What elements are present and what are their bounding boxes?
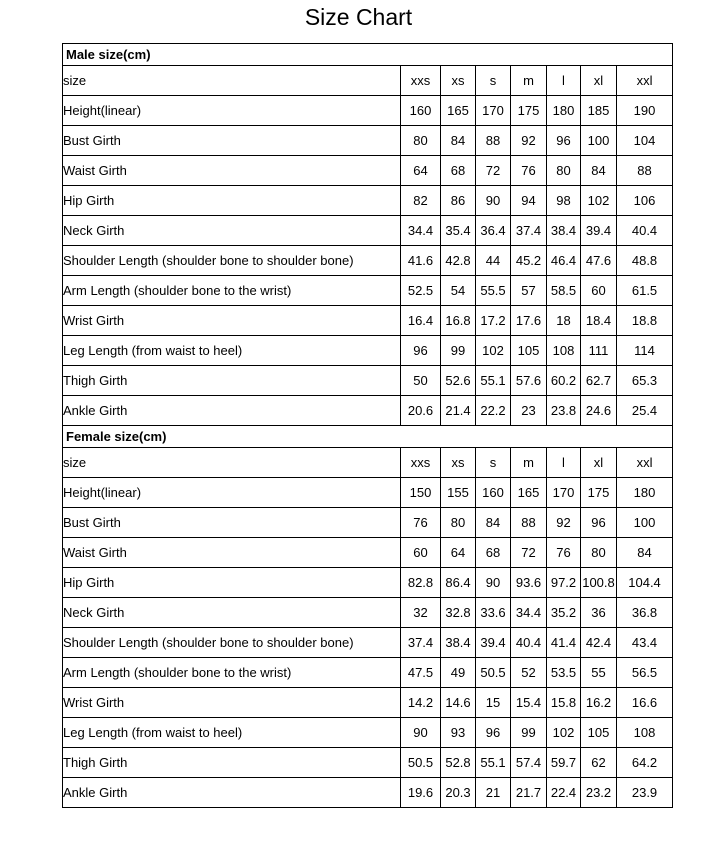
size-column-label: xxl (617, 448, 673, 478)
value-cell: 50 (401, 366, 441, 396)
value-cell: 102 (581, 186, 617, 216)
value-cell: 43.4 (617, 628, 673, 658)
value-cell: 21.7 (511, 778, 547, 808)
row-label: Shoulder Length (shoulder bone to shoulder bone) (63, 246, 401, 276)
value-cell: 50.5 (401, 748, 441, 778)
section-header-label: Female size(cm) (63, 426, 673, 448)
value-cell: 160 (401, 96, 441, 126)
value-cell: 64.2 (617, 748, 673, 778)
value-cell: 14.6 (441, 688, 476, 718)
value-cell: 108 (547, 336, 581, 366)
table-row (63, 628, 673, 658)
size-column-label: xxs (401, 448, 441, 478)
table-row (63, 778, 673, 808)
value-cell: 15.4 (511, 688, 547, 718)
value-cell: 22.4 (547, 778, 581, 808)
row-label: Neck Girth (63, 216, 401, 246)
value-cell: 58.5 (547, 276, 581, 306)
value-cell: 96 (581, 508, 617, 538)
value-cell: 98 (547, 186, 581, 216)
value-cell: 52.8 (441, 748, 476, 778)
value-cell: 93.6 (511, 568, 547, 598)
value-cell: 155 (441, 478, 476, 508)
size-column-label: s (476, 448, 511, 478)
value-cell: 21 (476, 778, 511, 808)
value-cell: 46.4 (547, 246, 581, 276)
row-label: Arm Length (shoulder bone to the wrist) (63, 658, 401, 688)
value-cell: 64 (441, 538, 476, 568)
value-cell: 94 (511, 186, 547, 216)
value-cell: 40.4 (511, 628, 547, 658)
value-cell: 80 (401, 126, 441, 156)
value-cell: 55 (581, 658, 617, 688)
size-header-row (63, 448, 673, 478)
row-label: Height(linear) (63, 478, 401, 508)
value-cell: 76 (511, 156, 547, 186)
value-cell: 62 (581, 748, 617, 778)
value-cell: 21.4 (441, 396, 476, 426)
size-column-label: m (511, 66, 547, 96)
value-cell: 72 (476, 156, 511, 186)
value-cell: 84 (617, 538, 673, 568)
value-cell: 45.2 (511, 246, 547, 276)
value-cell: 37.4 (401, 628, 441, 658)
value-cell: 170 (547, 478, 581, 508)
value-cell: 76 (401, 508, 441, 538)
value-cell: 49 (441, 658, 476, 688)
value-cell: 106 (617, 186, 673, 216)
value-cell: 40.4 (617, 216, 673, 246)
value-cell: 42.4 (581, 628, 617, 658)
table-row (63, 306, 673, 336)
value-cell: 80 (547, 156, 581, 186)
value-cell: 50.5 (476, 658, 511, 688)
value-cell: 52.5 (401, 276, 441, 306)
table-row (63, 718, 673, 748)
value-cell: 185 (581, 96, 617, 126)
value-cell: 76 (547, 538, 581, 568)
value-cell: 38.4 (547, 216, 581, 246)
value-cell: 68 (441, 156, 476, 186)
row-label: Arm Length (shoulder bone to the wrist) (63, 276, 401, 306)
table-row (63, 96, 673, 126)
value-cell: 22.2 (476, 396, 511, 426)
value-cell: 41.6 (401, 246, 441, 276)
size-chart-table (62, 43, 673, 808)
size-row-label: size (63, 448, 401, 478)
value-cell: 53.5 (547, 658, 581, 688)
table-row (63, 478, 673, 508)
value-cell: 32 (401, 598, 441, 628)
value-cell: 16.8 (441, 306, 476, 336)
row-label: Ankle Girth (63, 778, 401, 808)
value-cell: 25.4 (617, 396, 673, 426)
size-header-row (63, 66, 673, 96)
value-cell: 111 (581, 336, 617, 366)
value-cell: 96 (476, 718, 511, 748)
value-cell: 86.4 (441, 568, 476, 598)
size-column-label: l (547, 448, 581, 478)
value-cell: 88 (511, 508, 547, 538)
value-cell: 18.8 (617, 306, 673, 336)
size-column-label: xl (581, 66, 617, 96)
row-label: Leg Length (from waist to heel) (63, 336, 401, 366)
value-cell: 90 (401, 718, 441, 748)
value-cell: 14.2 (401, 688, 441, 718)
value-cell: 36.4 (476, 216, 511, 246)
value-cell: 17.2 (476, 306, 511, 336)
size-column-label: s (476, 66, 511, 96)
value-cell: 160 (476, 478, 511, 508)
value-cell: 60 (401, 538, 441, 568)
row-label: Thigh Girth (63, 748, 401, 778)
row-label: Bust Girth (63, 126, 401, 156)
value-cell: 105 (581, 718, 617, 748)
value-cell: 52.6 (441, 366, 476, 396)
value-cell: 65.3 (617, 366, 673, 396)
size-row-label: size (63, 66, 401, 96)
table-row (63, 396, 673, 426)
value-cell: 23.8 (547, 396, 581, 426)
table-row (63, 568, 673, 598)
value-cell: 180 (617, 478, 673, 508)
row-label: Hip Girth (63, 186, 401, 216)
value-cell: 62.7 (581, 366, 617, 396)
value-cell: 92 (511, 126, 547, 156)
size-column-label: xl (581, 448, 617, 478)
value-cell: 57 (511, 276, 547, 306)
value-cell: 41.4 (547, 628, 581, 658)
size-column-label: l (547, 66, 581, 96)
value-cell: 18.4 (581, 306, 617, 336)
value-cell: 114 (617, 336, 673, 366)
value-cell: 16.6 (617, 688, 673, 718)
table-row (63, 688, 673, 718)
value-cell: 44 (476, 246, 511, 276)
value-cell: 90 (476, 568, 511, 598)
value-cell: 17.6 (511, 306, 547, 336)
table-row (63, 366, 673, 396)
value-cell: 175 (581, 478, 617, 508)
value-cell: 55.5 (476, 276, 511, 306)
table-row (63, 748, 673, 778)
value-cell: 55.1 (476, 366, 511, 396)
value-cell: 150 (401, 478, 441, 508)
row-label: Waist Girth (63, 156, 401, 186)
size-chart-body (63, 44, 673, 808)
value-cell: 180 (547, 96, 581, 126)
value-cell: 55.1 (476, 748, 511, 778)
value-cell: 100 (581, 126, 617, 156)
value-cell: 88 (617, 156, 673, 186)
value-cell: 15 (476, 688, 511, 718)
value-cell: 86 (441, 186, 476, 216)
value-cell: 190 (617, 96, 673, 126)
value-cell: 68 (476, 538, 511, 568)
value-cell: 42.8 (441, 246, 476, 276)
value-cell: 34.4 (511, 598, 547, 628)
table-row (63, 156, 673, 186)
value-cell: 15.8 (547, 688, 581, 718)
value-cell: 19.6 (401, 778, 441, 808)
value-cell: 18 (547, 306, 581, 336)
value-cell: 80 (581, 538, 617, 568)
value-cell: 57.6 (511, 366, 547, 396)
value-cell: 37.4 (511, 216, 547, 246)
row-label: Neck Girth (63, 598, 401, 628)
value-cell: 165 (511, 478, 547, 508)
value-cell: 20.6 (401, 396, 441, 426)
size-column-label: m (511, 448, 547, 478)
size-column-label: xxs (401, 66, 441, 96)
row-label: Wrist Girth (63, 688, 401, 718)
value-cell: 35.2 (547, 598, 581, 628)
value-cell: 88 (476, 126, 511, 156)
value-cell: 84 (441, 126, 476, 156)
value-cell: 32.8 (441, 598, 476, 628)
value-cell: 33.6 (476, 598, 511, 628)
value-cell: 48.8 (617, 246, 673, 276)
value-cell: 99 (511, 718, 547, 748)
value-cell: 108 (617, 718, 673, 748)
value-cell: 100 (617, 508, 673, 538)
row-label: Bust Girth (63, 508, 401, 538)
row-label: Waist Girth (63, 538, 401, 568)
value-cell: 60 (581, 276, 617, 306)
value-cell: 59.7 (547, 748, 581, 778)
table-row (63, 246, 673, 276)
table-row (63, 336, 673, 366)
row-label: Leg Length (from waist to heel) (63, 718, 401, 748)
value-cell: 64 (401, 156, 441, 186)
value-cell: 105 (511, 336, 547, 366)
value-cell: 23.9 (617, 778, 673, 808)
value-cell: 170 (476, 96, 511, 126)
row-label: Height(linear) (63, 96, 401, 126)
value-cell: 102 (476, 336, 511, 366)
value-cell: 60.2 (547, 366, 581, 396)
value-cell: 175 (511, 96, 547, 126)
value-cell: 82 (401, 186, 441, 216)
section-header-label: Male size(cm) (63, 44, 673, 66)
row-label: Wrist Girth (63, 306, 401, 336)
value-cell: 84 (581, 156, 617, 186)
value-cell: 104 (617, 126, 673, 156)
value-cell: 20.3 (441, 778, 476, 808)
size-column-label: xs (441, 448, 476, 478)
value-cell: 47.5 (401, 658, 441, 688)
row-label: Ankle Girth (63, 396, 401, 426)
value-cell: 100.8 (581, 568, 617, 598)
table-row (63, 276, 673, 306)
value-cell: 16.2 (581, 688, 617, 718)
value-cell: 39.4 (476, 628, 511, 658)
table-row (63, 598, 673, 628)
value-cell: 38.4 (441, 628, 476, 658)
value-cell: 165 (441, 96, 476, 126)
value-cell: 97.2 (547, 568, 581, 598)
section-header-row (63, 44, 673, 66)
value-cell: 36.8 (617, 598, 673, 628)
value-cell: 24.6 (581, 396, 617, 426)
value-cell: 84 (476, 508, 511, 538)
value-cell: 104.4 (617, 568, 673, 598)
value-cell: 102 (547, 718, 581, 748)
value-cell: 23 (511, 396, 547, 426)
table-row (63, 508, 673, 538)
table-row (63, 216, 673, 246)
row-label: Hip Girth (63, 568, 401, 598)
size-column-label: xs (441, 66, 476, 96)
value-cell: 34.4 (401, 216, 441, 246)
value-cell: 99 (441, 336, 476, 366)
value-cell: 23.2 (581, 778, 617, 808)
value-cell: 47.6 (581, 246, 617, 276)
value-cell: 93 (441, 718, 476, 748)
value-cell: 39.4 (581, 216, 617, 246)
row-label: Thigh Girth (63, 366, 401, 396)
value-cell: 92 (547, 508, 581, 538)
value-cell: 35.4 (441, 216, 476, 246)
value-cell: 72 (511, 538, 547, 568)
value-cell: 61.5 (617, 276, 673, 306)
table-row (63, 186, 673, 216)
table-row (63, 126, 673, 156)
value-cell: 82.8 (401, 568, 441, 598)
value-cell: 54 (441, 276, 476, 306)
value-cell: 80 (441, 508, 476, 538)
value-cell: 52 (511, 658, 547, 688)
size-column-label: xxl (617, 66, 673, 96)
value-cell: 96 (401, 336, 441, 366)
table-row (63, 658, 673, 688)
value-cell: 16.4 (401, 306, 441, 336)
row-label: Shoulder Length (shoulder bone to shoulder bone) (63, 628, 401, 658)
value-cell: 96 (547, 126, 581, 156)
value-cell: 90 (476, 186, 511, 216)
value-cell: 57.4 (511, 748, 547, 778)
page-title: Size Chart (304, 4, 413, 30)
section-header-row (63, 426, 673, 448)
value-cell: 36 (581, 598, 617, 628)
table-row (63, 538, 673, 568)
value-cell: 56.5 (617, 658, 673, 688)
